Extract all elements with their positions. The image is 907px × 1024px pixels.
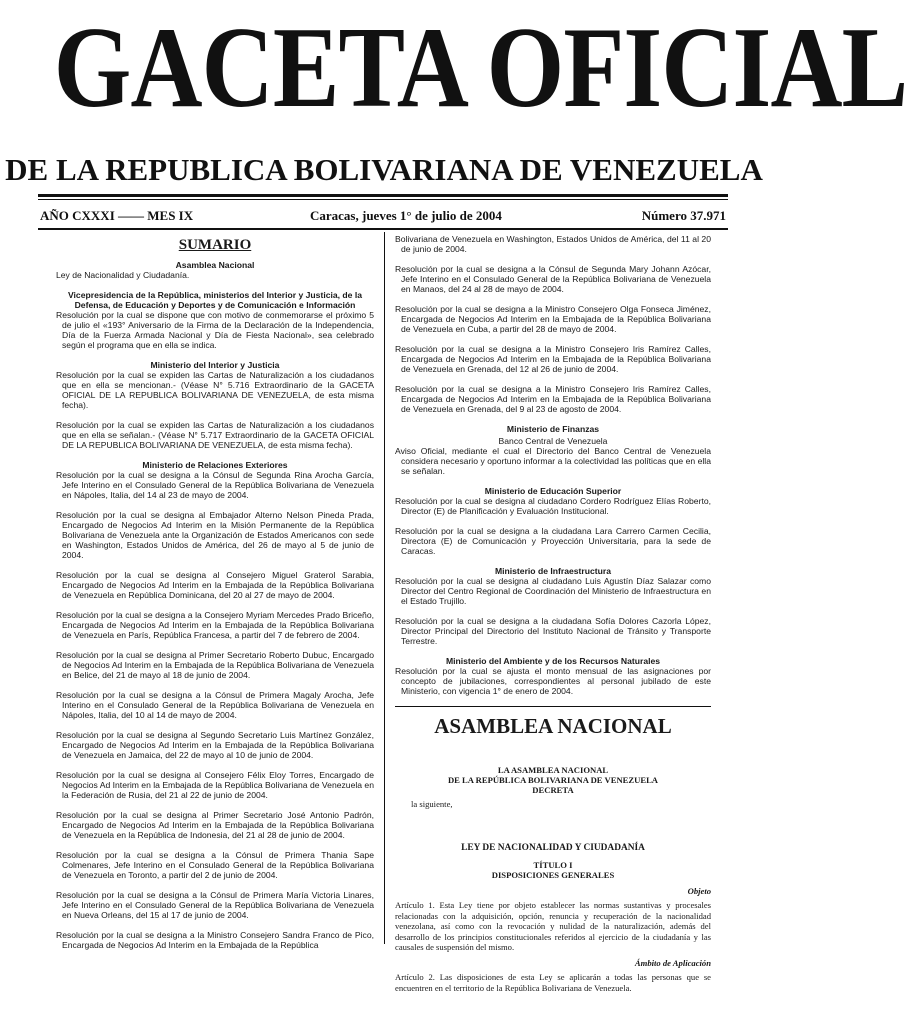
sumario-entry: Resolución por la cual se designa a la Ministro Consejero Iris Ramírez Calles, Encargada de Negocios Ad Interim en la Embajada de la República Bolivariana de Venezuela en Grenada, del 9 al 23 de agosto de 2004. xyxy=(395,384,711,414)
sumario-entry: Bolivariana de Venezuela en Washington, Estados Unidos de América, del 11 al 20 de junio de 2004. xyxy=(395,234,711,254)
masthead xyxy=(0,0,907,145)
issue-info-bar xyxy=(40,207,726,225)
sumario-section-heading: Ministerio del Interior y Justicia xyxy=(150,360,280,370)
sumario-heading: SUMARIO xyxy=(178,237,252,253)
sumario-section-heading: Banco Central de Venezuela xyxy=(498,436,608,446)
sumario-entry: Resolución por la cual se expiden las Cartas de Naturalización a los ciudadanos que en ella se mencionan.- (Véase N° 5.716 Extraordinario de la GACETA OFICIAL DE LA REPUBLICA BOLIVARIANA DE VENEZUELA, de esta misma fecha). xyxy=(56,370,374,410)
sumario-entry: Resolución por la cual se designa a la ciudadana Lara Carrero Carmen Cecilia, Directora (E) de Comunicación y Proyección Universitaria, para la sede de Caracas. xyxy=(395,526,711,556)
issue-number: Número 37.971 xyxy=(641,208,726,223)
sumario-entry: Resolución por la cual se dispone que con motivo de conmemorarse el próximo 5 de julio el «193° Aniversario de la Firma de la Declaración de la Independencia, Día de la Fuerza Armada Nacional y Día de Fiesta Nacional», sea celebrado según el programa que en ella se indica. xyxy=(56,310,374,350)
sumario-section-heading: Vicepresidencia de la República, ministerios del Interior y Justicia, de la Defensa, de Educación y Deportes y de Comunicación e Información xyxy=(67,290,363,310)
sumario-section-heading: Ministerio de Finanzas xyxy=(506,424,600,434)
header-rule-bottom xyxy=(38,228,728,230)
ambito-label: Ámbito de Aplicación xyxy=(634,958,711,969)
issue-date: Caracas, jueves 1° de julio de 2004 xyxy=(310,208,502,223)
newspaper-subtitle: DE LA REPUBLICA BOLIVARIANA DE VENEZUELA xyxy=(5,152,763,187)
sumario-left-column xyxy=(56,234,374,960)
sumario-entry: Resolución por la cual se designa a la Cónsul de Segunda Mary Johann Azócar, Jefe Interino en el Consulado General de la República Bolivariana de Venezuela en Manaos, del 24 al 28 de mayo de 2004. xyxy=(395,264,711,294)
sumario-entry: Resolución por la cual se designa al ciudadano Luis Agustín Díaz Salazar como Director del Centro Regional de Coordinación del Ministerio de Infraestructura en el Estado Trujillo. xyxy=(395,576,711,606)
sumario-section-heading: Asamblea Nacional xyxy=(175,260,255,270)
sumario-section-heading: Ministerio del Ambiente y de los Recursos Naturales xyxy=(445,656,661,666)
sumario-entry: Resolución por la cual se designa a la Cónsul de Primera Thania Sape Colmenares, Jefe Interino en el Consulado General de la República Bolivariana de Venezuela en Toronto, a partir del 2 de junio de 2004. xyxy=(56,850,374,880)
sumario-section-heading: Ministerio de Infraestructura xyxy=(494,566,612,576)
header-rule-top-thin xyxy=(38,199,728,200)
disposiciones-heading: DISPOSICIONES GENERALES xyxy=(491,870,615,881)
sumario-entry: Resolución por la cual se designa a la Ministro Consejero Iris Ramírez Calles, Encargada de Negocios Ad Interim en la Embajada de la República Bolivariana de Venezuela en Grenada, del 12 al 26 de junio de 2004. xyxy=(395,344,711,374)
articulo-2: Artículo 2. Las disposiciones de esta Ley se aplicarán a todas las personas que se encuentren en el territorio de la República Bolivariana de Venezuela. xyxy=(395,972,711,993)
sumario-right-list xyxy=(395,234,711,696)
sumario-entry: Resolución por la cual se designa a la Cónsul de Primera Magaly Arocha, Jefe Interino en el Consulado General de la República Bolivariana de Venezuela en Nápoles, Italia, del 10 al 14 de mayo de 2004. xyxy=(56,690,374,720)
year-month: AÑO CXXXI —— MES IX xyxy=(40,208,194,223)
asamblea-line1: LA ASAMBLEA NACIONAL xyxy=(497,765,609,775)
sumario-entry: Resolución por la cual se designa a la Consejero Myriam Mercedes Prado Briceño, Encargada de Negocios Ad Interim en la Embajada de la República Bolivariana de Venezuela en París, República Francesa, a partir del 7 de febrero de 2004. xyxy=(56,610,374,640)
sumario-entry: Resolución por la cual se designa al Consejero Miguel Graterol Sarabia, Encargado de Negocios Ad Interim en la Embajada de la República Bolivariana de Venezuela en República Dominicana, del 20 al 27 de mayo de 2004. xyxy=(56,570,374,600)
titulo-heading: TÍTULO I xyxy=(533,860,573,871)
objeto-label: Objeto xyxy=(687,886,711,897)
newspaper-title: GACETA OFICIAL xyxy=(53,4,907,132)
sumario-entry: Resolución por la cual se designa a la Ministro Consejero Olga Fonseca Jiménez, Encargada de Negocios Ad Interim en la Embajada de la República Bolivariana de Venezuela en Cuba, a partir del 28 de mayo de 2004. xyxy=(395,304,711,334)
sumario-entry: Resolución por la cual se designa al Primer Secretario Roberto Dubuc, Encargado de Negocios Ad Interim en la Embajada de la República Bolivariana de Venezuela en Belice, del 21 de mayo al 18 de junio de 2004. xyxy=(56,650,374,680)
sumario-entry: Aviso Oficial, mediante el cual el Directorio del Banco Central de Venezuela considera necesario y oportuno informar a la colectividad las políticas que en ella se señalan. xyxy=(395,446,711,476)
sumario-entry: Resolución por la cual se designa al Segundo Secretario Luis Martínez González, Encargado de Negocios Ad Interim en la Embajada de la República Bolivariana de Venezuela en Jamaica, del 22 de mayo al 10 de junio de 2004. xyxy=(56,730,374,760)
la-siguiente: la siguiente, xyxy=(411,799,453,809)
sumario-entry: Resolución por la cual se designa al Embajador Alterno Nelson Pineda Prada, Encargado de Negocios Ad Interim en la Misión Permanente de la República Bolivariana de Venezuela ante la Organización de Estados Americanos con sede en Washington, Estados Unidos de América, del 26 de mayo al 5 de junio de 2004. xyxy=(56,510,374,560)
sumario-entry: Resolución por la cual se expiden las Cartas de Naturalización a los ciudadanos que en ella se señalan.- (Véase N° 5.717 Extraordinario de la GACETA OFICIAL DE LA REPUBLICA BOLIVARIANA DE VENEZUELA, de esta misma fecha). xyxy=(56,420,374,450)
header-rule-top xyxy=(38,194,728,197)
articulo-1: Artículo 1. Esta Ley tiene por objeto establecer las normas sustantivas y procesales relacionadas con la adquisición, opción, renuncia y recuperación de la nacionalidad venezolana, así como con la revocación y nulidad de la naturalización, además del desarrollo de los principios constitucionales referidos al ejercicio de la ciudadanía y las causales de suspensión del mismo. xyxy=(395,900,711,953)
asamblea-line2: DE LA REPÚBLICA BOLIVARIANA DE VENEZUELA xyxy=(447,775,659,785)
sumario-section-heading: Ministerio de Educación Superior xyxy=(484,486,622,496)
sumario-right-column xyxy=(395,234,711,993)
sumario-entry: Resolución por la cual se designa a la Cónsul de Segunda Rina Arocha García, Jefe Interino en el Consulado General de la República Bolivariana de Venezuela en Nápoles, Italia, del 14 al 23 de mayo de 2004. xyxy=(56,470,374,500)
sumario-entry: Resolución por la cual se designa al Primer Secretario José Antonio Padrón, Encargado de Negocios Ad Interim en la Embajada de la República Bolivariana de Venezuela en la República de Indonesia, del 21 al 28 de junio de 2004. xyxy=(56,810,374,840)
sumario-entry: Resolución por la cual se designa al ciudadano Cordero Rodríguez Elías Roberto, Director (E) de Planificación y Evaluación Institucional. xyxy=(395,496,711,516)
decreta-heading: DECRETA xyxy=(532,785,574,795)
asamblea-title: ASAMBLEA NACIONAL xyxy=(434,714,672,738)
sumario-entry: Resolución por la cual se designa a la Ministro Consejero Sandra Franco de Pico, Encargada de Negocios Ad Interim en la Embajada de la República xyxy=(56,930,374,950)
sumario-entry: Resolución por la cual se designa al Consejero Félix Eloy Torres, Encargado de Negocios Ad Interim en la Embajada de la República Bolivariana de Venezuela en la Federación de Rusia, del 21 al 22 de junio de 2004. xyxy=(56,770,374,800)
sumario-left-list xyxy=(56,260,374,950)
asamblea-rule xyxy=(395,706,711,707)
sumario-section-heading: Ministerio de Relaciones Exteriores xyxy=(142,460,288,470)
sumario-entry: Resolución por la cual se ajusta el monto mensual de las asignaciones por concepto de jubilaciones, correspondientes al personal jubilado de este Ministerio, con vigencia 1° de enero de 2004. xyxy=(395,666,711,696)
column-divider xyxy=(384,232,385,944)
sumario-entry: Ley de Nacionalidad y Ciudadanía. xyxy=(56,270,190,280)
ley-title: LEY DE NACIONALIDAD Y CIUDADANÍA xyxy=(461,843,645,854)
sumario-entry: Resolución por la cual se designa a la Cónsul de Primera María Victoria Linares, Jefe Interino en el Consulado General de la República Bolivariana de Venezuela en Nueva Orleans, del 15 al 17 de junio de 2004. xyxy=(56,890,374,920)
sumario-entry: Resolución por la cual se designa a la ciudadana Sofía Dolores Cazorla López, Director Principal del Directorio del Instituto Nacional de Tránsito y Transporte Terrestre. xyxy=(395,616,711,646)
